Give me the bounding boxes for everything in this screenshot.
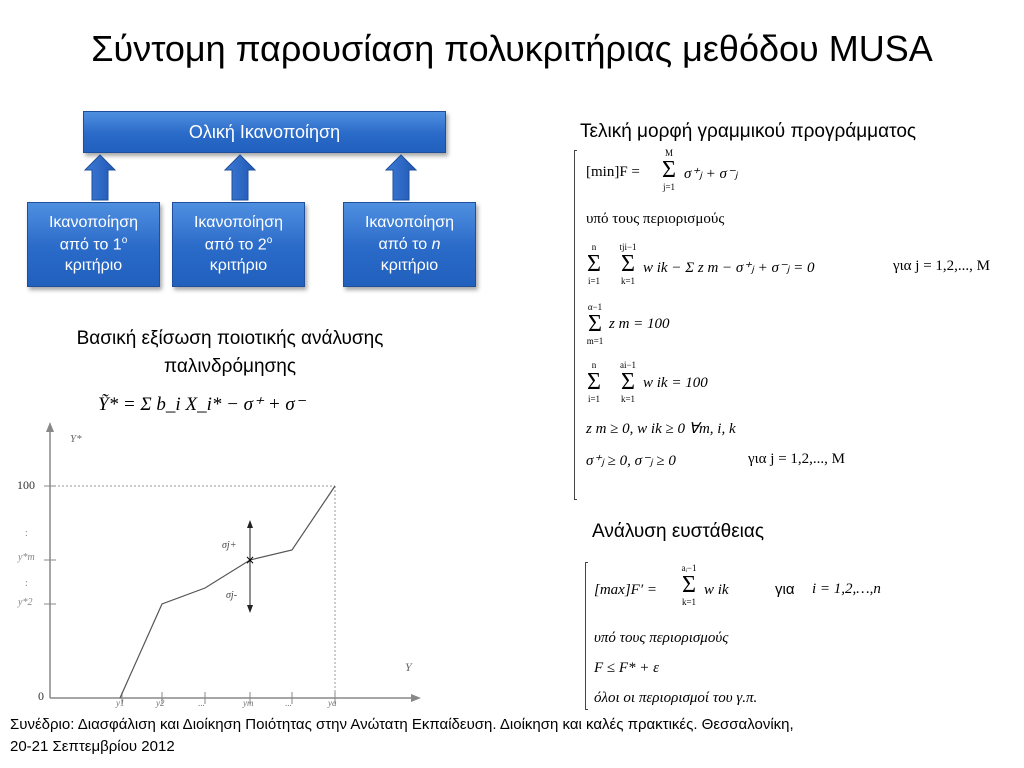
lp-obj-terms: σ⁺ⱼ + σ⁻ⱼ [684, 166, 738, 182]
lp-c1-sum1: n Σ i=1 [587, 242, 601, 286]
stability-objective: [max]F′ = [594, 582, 657, 598]
stability-brace [585, 562, 588, 710]
stability-sum: aᵢ−1 Σ k=1 [681, 563, 697, 607]
lp-subject-to: υπό τους περιορισμούς [586, 211, 725, 227]
value-function-graph [0, 420, 440, 710]
criterion-n-line2: από το n [378, 235, 441, 253]
y-tick-y2: y*2 [18, 597, 33, 608]
regression-formula: Ỹ* = Σ b_i X_i* − σ⁺ + σ⁻ [98, 394, 305, 415]
lp-c3: w ik = 100 [643, 375, 708, 391]
lp-c1-for: για j = 1,2,..., M [893, 258, 990, 274]
criterion-2-line1: Ικανοποίηση [193, 213, 284, 231]
arrow-up-icon [85, 155, 115, 200]
arrow-up-icon [225, 155, 255, 200]
lp-obj-sum: M Σ j=1 [662, 148, 676, 192]
svg-text:×: × [244, 553, 256, 567]
stability-subject-to: υπό τους περιορισμούς [594, 630, 729, 646]
criterion-1-line2: από το $1^o$ [59, 234, 128, 253]
lp-heading: Τελική μορφή γραμμικού προγράμματος [580, 121, 917, 142]
lp-c5-for: για j = 1,2,..., M [748, 451, 845, 467]
criterion-1-line1: Ικανοποίηση [48, 213, 139, 231]
footer-citation [10, 714, 1010, 758]
footer-line1: Συνέδριο: Διασφάλιση και Διοίκηση Ποιότητας στην Ανώτατη Εκπαίδευση. Διοίκηση και καλές πρακτικές. Θεσσαλονίκη, [10, 716, 794, 733]
lp-c3-sum1: n Σ i=1 [587, 360, 601, 404]
x-tick-y1: y1 [116, 698, 125, 708]
footer-line2: 20-21 Σεπτεμβρίου 2012 [10, 738, 175, 755]
x-tick-dots: ... [285, 698, 292, 708]
stability-for: για [775, 581, 795, 598]
y-axis-label: Y* [70, 433, 82, 445]
stability-c2: όλοι οι περιορισμοί του γ.π. [594, 690, 758, 706]
criterion-2-box [172, 202, 305, 287]
stability-term: w ik [704, 582, 729, 598]
stability-c1: F ≤ F* + ε [594, 660, 660, 676]
criterion-2-line2: από το $2^o$ [204, 234, 273, 253]
page-title: Σύντομη παρουσίαση πολυκριτήριας μεθόδου MUSA [91, 28, 933, 69]
x-tick-ym: ym [243, 698, 254, 708]
y-dots: : [25, 578, 28, 589]
y-tick-0: 0 [38, 689, 44, 703]
lp-c4: z m ≥ 0, w ik ≥ 0 ∀m, i, k [586, 421, 736, 437]
lp-c2-sum: α−1 Σ m=1 [586, 302, 604, 346]
lp-c5: σ⁺ⱼ ≥ 0, σ⁻ⱼ ≥ 0 [586, 453, 676, 469]
criterion-2-line3: κριτήριο [209, 257, 268, 275]
overall-satisfaction-box: Ολική Ικανοποίηση [83, 111, 446, 153]
sigma-plus-label: σj+ [222, 540, 237, 551]
lp-c1-sum2: tji−1 Σ k=1 [619, 242, 637, 286]
lp-objective: [min]F = [586, 164, 640, 180]
criterion-n-box [343, 202, 476, 287]
x-tick-ya: ya [328, 698, 337, 708]
criterion-1-box [27, 202, 160, 287]
lp-c1: w ik − Σ z m − σ⁺ⱼ + σ⁻ⱼ = 0 [643, 260, 815, 276]
criterion-n-line3: κριτήριο [380, 257, 439, 275]
x-tick-dots: ... [198, 698, 205, 708]
criterion-n-line1: Ικανοποίηση [364, 214, 455, 232]
criterion-1-line3: κριτήριο [64, 257, 123, 275]
x-axis-label: Y [405, 660, 412, 674]
stability-range: i = 1,2,…,n [812, 581, 881, 597]
lp-brace [574, 150, 577, 500]
arrow-up-icon [386, 155, 416, 200]
lp-c3-sum2: ai−1 Σ k=1 [619, 360, 637, 404]
stability-heading: Ανάλυση ευστάθειας [592, 521, 765, 542]
y-tick-100: 100 [17, 478, 35, 492]
x-tick-y2: y2 [156, 698, 165, 708]
regression-heading: Βασική εξίσωση ποιοτικής ανάλυσης παλινδρόμησης [76, 328, 384, 377]
sigma-minus-label: σj- [226, 590, 238, 601]
y-tick-ym: y*m [18, 552, 35, 563]
lp-c2: z m = 100 [609, 316, 670, 332]
y-dots: : [25, 528, 28, 539]
